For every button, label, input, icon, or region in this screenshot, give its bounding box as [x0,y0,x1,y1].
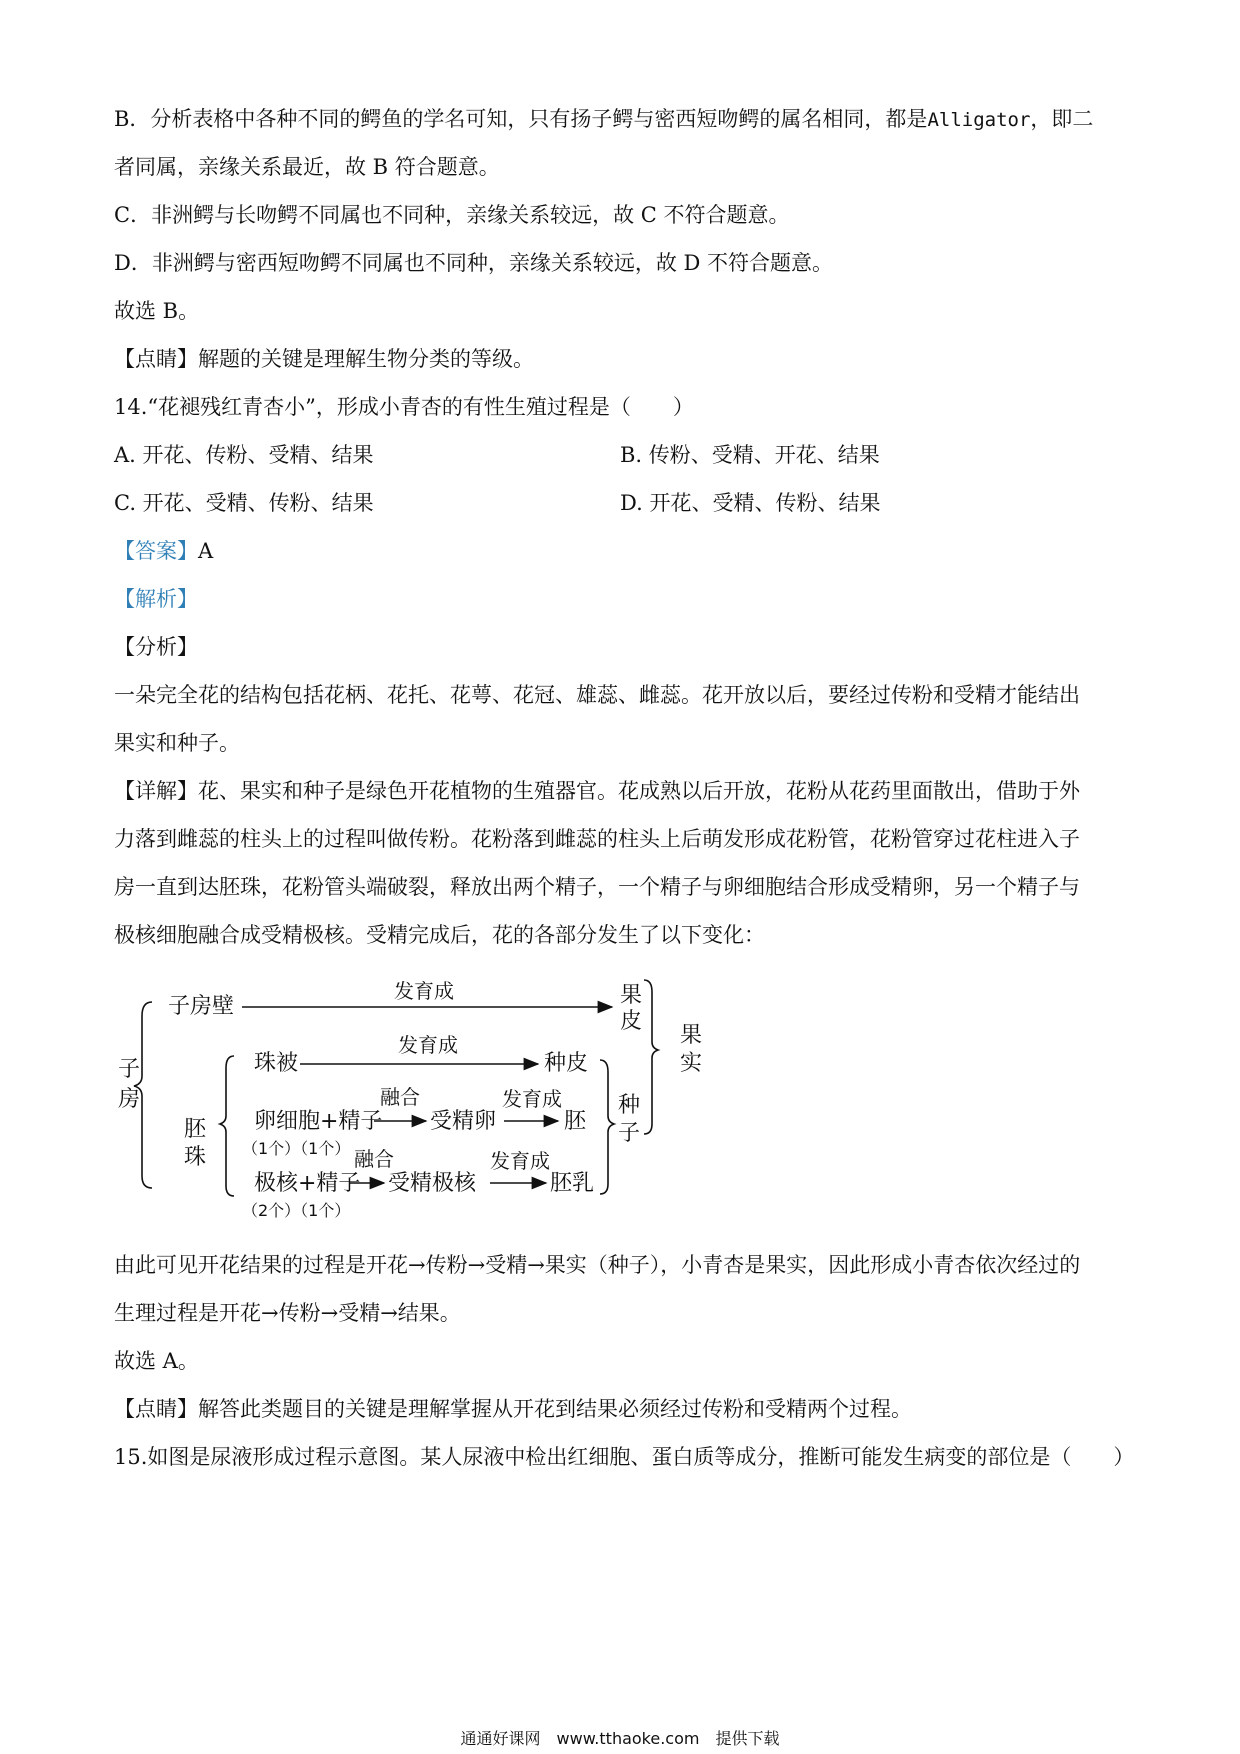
analysis-tag: 【解析】 [114,587,198,611]
genus-name: Alligator [927,109,1031,131]
option-b-explanation-line1 [114,104,1093,135]
answer-line [114,536,213,566]
ovule-brace [220,1056,234,1196]
diagram-label-seed-coat: 种皮 [544,1051,589,1076]
fruit-development-diagram [114,976,734,1232]
diagram-label-integument: 珠被 [254,1051,299,1076]
option-c-explanation: C．非洲鳄与长吻鳄不同属也不同种，亲缘关系较远，故 C 不符合题意。 [114,203,790,227]
fruit-brace [644,980,658,1134]
page-footer: 通通好课网 www.tthaoke.com 提供下载 [460,1729,780,1748]
conclusion-line1: 由此可见开花结果的过程是开花→传粉→受精→果实（种子），小青杏是果实，因此形成小青杏依次经过的 [114,1253,1081,1277]
detail-line1: 【详解】花、果实和种子是绿色开花植物的生殖器官。花成熟以后开放，花粉从花药里面散出，借助于外 [114,779,1080,803]
answer-tag: 【答案】 [114,539,198,563]
diagram-label-zi2: 子 [618,1121,641,1146]
diagram-label-guo: 果 [620,983,643,1008]
choose-a-line: 故选 A。 [114,1349,199,1373]
q14-option-c: C. 开花、受精、传粉、结果 [114,491,374,515]
diagram-label-count-2: （2个）（1个） [242,1201,351,1220]
diagram-label-zygote: 受精卵 [430,1109,497,1134]
fenxi-line1: 一朵完全花的结构包括花柄、花托、花萼、花冠、雄蕊、雌蕊。花开放以后，要经过传粉和受精才能结出 [114,683,1080,707]
diagram-label-zhong: 种 [618,1093,641,1118]
diagram-label-zi: 子 [118,1057,141,1082]
q14-option-b: B. 传粉、受精、开花、结果 [620,443,880,467]
answer-value: A [198,539,214,563]
detail-line4: 极核细胞融合成受精极核。受精完成后，花的各部分发生了以下变化： [114,923,765,947]
tip-q14: 【点睛】解答此类题目的关键是理解掌握从开花到结果必须经过传粉和受精两个过程。 [114,1397,912,1421]
tip-q13: 【点睛】解题的关键是理解生物分类的等级。 [114,347,534,371]
diagram-label-fuse-1: 融合 [380,1085,420,1109]
diagram-label-shi: 实 [680,1051,703,1076]
diagram-label-develops-3: 发育成 [502,1087,562,1111]
fenxi-heading: 【分析】 [114,635,198,659]
q14-option-a: A. 开花、传粉、受精、结果 [114,443,374,467]
option-b-explanation-line2: 者同属，亲缘关系最近，故 B 符合题意。 [114,155,500,179]
diagram-label-pei: 胚 [184,1117,207,1142]
diagram-label-pi: 皮 [620,1009,643,1034]
diagram-label-fertilized-polar: 受精极核 [388,1171,477,1196]
seed-brace [600,1060,614,1194]
diagram-label-egg-sperm: 卵细胞+精子 [254,1109,383,1134]
diagram-label-embryo: 胚 [564,1109,587,1134]
text-segment: ，即二 [1030,107,1094,131]
detail-line2: 力落到雌蕊的柱头上的过程叫做传粉。花粉落到雌蕊的柱头上后萌发形成花粉管，花粉管穿过花柱进入子 [114,827,1080,851]
diagram-label-count-1: （1个）（1个） [242,1139,351,1158]
question-14-stem: 14.“花褪残红青杏小”，形成小青杏的有性生殖过程是（ ） [114,395,694,419]
fenxi-line2: 果实和种子。 [114,731,240,755]
diagram-label-develops-4: 发育成 [490,1149,550,1173]
diagram-label-zhu: 珠 [184,1145,207,1170]
choose-b-line: 故选 B。 [114,299,200,323]
diagram-label-endosperm: 胚乳 [550,1171,595,1196]
text-segment: B．分析表格中各种不同的鳄鱼的学名可知，只有扬子鳄与密西短吻鳄的属名相同，都是 [114,107,928,131]
q14-option-d: D. 开花、受精、传粉、结果 [620,491,881,515]
diagram-label-develops-2: 发育成 [398,1033,458,1057]
question-15-stem: 15.如图是尿液形成过程示意图。某人尿液中检出红细胞、蛋白质等成分，推断可能发生病变的部位是（ ） [114,1445,1135,1469]
detail-line3: 房一直到达胚珠，花粉管头端破裂，释放出两个精子，一个精子与卵细胞结合形成受精卵，另一个精子与 [114,875,1080,899]
diagram-label-fuse-2: 融合 [354,1147,394,1171]
diagram-label-develops-1: 发育成 [394,979,454,1003]
conclusion-line2: 生理过程是开花→传粉→受精→结果。 [114,1301,461,1325]
diagram-label-polar-sperm: 极核+精子 [254,1171,361,1196]
diagram-label-guo2: 果 [680,1023,703,1048]
option-d-explanation: D．非洲鳄与密西短吻鳄不同属也不同种，亲缘关系较远，故 D 不符合题意。 [114,251,834,275]
diagram-label-ovary-wall: 子房壁 [168,994,235,1019]
diagram-label-fang: 房 [118,1087,141,1112]
